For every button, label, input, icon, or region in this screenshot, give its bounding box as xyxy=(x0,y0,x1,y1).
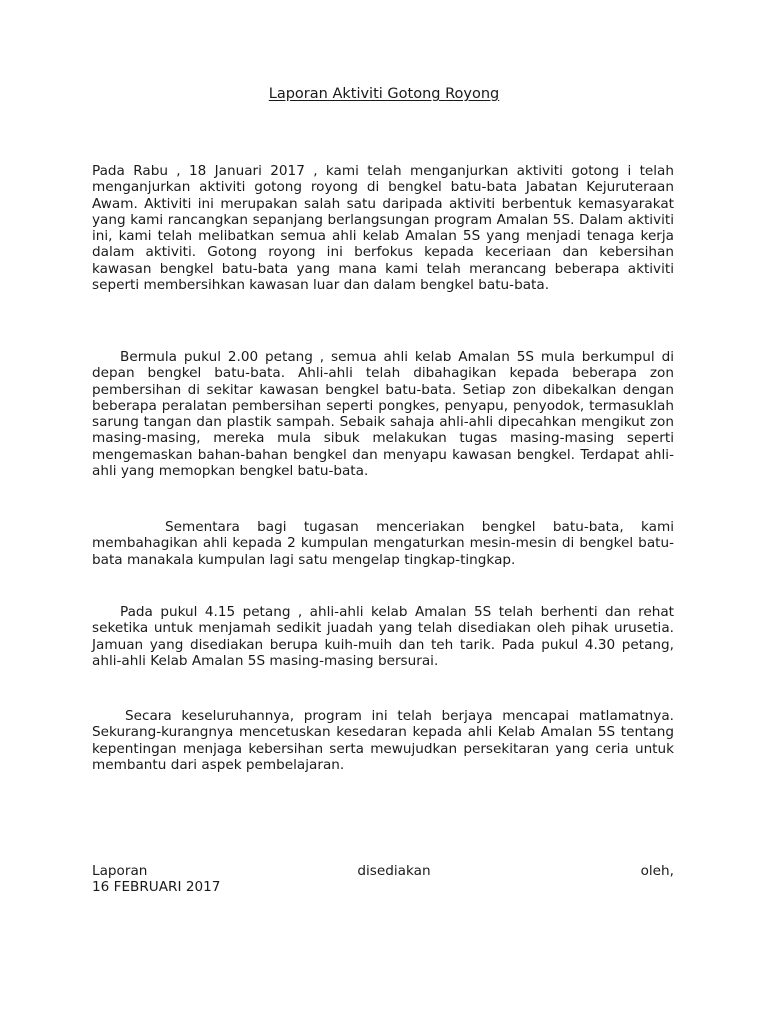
paragraph-break: Pada pukul 4.15 petang , ahli-ahli kelab Amalan 5S telah berhenti dan rehat seketika untuk menjamah sedikit juadah yang telah disediakan oleh pihak urusetia. Jamuan yang disediakan berupa kuih-muih dan teh tarik. Pada pukul 4.30 petang, ahli-ahli Kelab Amalan 5S masing-masing bersurai. xyxy=(92,604,674,669)
signature-word-oleh: oleh, xyxy=(640,863,674,879)
page-title: Laporan Aktiviti Gotong Royong xyxy=(268,86,500,102)
signature-date: 16 FEBRUARI 2017 xyxy=(92,879,221,895)
signature-word-disediakan: disediakan xyxy=(357,863,431,879)
paragraph-intro: Pada Rabu , 18 Januari 2017 , kami telah menganjurkan aktiviti gotong i telah menganjurkan aktiviti gotong royong di bengkel batu-bata Jabatan Kejuruteraan Awam. Aktiviti ini merupakan salah satu daripada aktiviti berbentuk kemasyarakat yang kami rancangkan sepanjang berlangsungan program Amalan 5S. Dalam aktiviti ini, kami telah melibatkan semua ahli kelab Amalan 5S yang menjadi tenaga kerja dalam aktiviti. Gotong royong ini berfokus kepada keceriaan dan kebersihan kawasan bengkel batu-bata yang mana kami telah merancang beberapa aktiviti seperti membersihkan kawasan luar dan dalam bengkel batu-bata. xyxy=(92,163,674,294)
signature-word-laporan: Laporan xyxy=(92,863,148,879)
paragraph-conclusion: Secara keseluruhannya, program ini telah berjaya mencapai matlamatnya. Sekurang-kurangnya mencetuskan kesedaran kepada ahli Kelab Amalan 5S tentang kepentingan menjaga kebersihan serta mewujudkan persekitaran yang ceria untuk membantu dari aspek pembelajaran. xyxy=(92,708,674,773)
signature-line xyxy=(92,863,674,879)
paragraph-activities: Bermula pukul 2.00 petang , semua ahli kelab Amalan 5S mula berkumpul di depan bengkel batu-bata. Ahli-ahli telah dibahagikan kepada beberapa zon pembersihan di sekitar kawasan bengkel batu-bata. Setiap zon dibekalkan dengan beberapa peralatan pembersihan seperti pongkes, penyapu, penyodok, termasuklah sarung tangan dan plastik sampah. Sebaik sahaja ahli-ahli dipecahkan mengikut zon masing-masing, mereka mula sibuk melakukan tugas masing-masing seperti mengemaskan bahan-bahan bengkel dan menyapu kawasan bengkel. Terdapat ahli-ahli yang memopkan bengkel batu-bata. xyxy=(92,349,674,480)
paragraph-decoration: Sementara bagi tugasan menceriakan bengkel batu-bata, kami membahagikan ahli kepada 2 kumpulan mengaturkan mesin-mesin di bengkel batu-bata manakala kumpulan lagi satu mengelap tingkap-tingkap. xyxy=(92,519,674,568)
